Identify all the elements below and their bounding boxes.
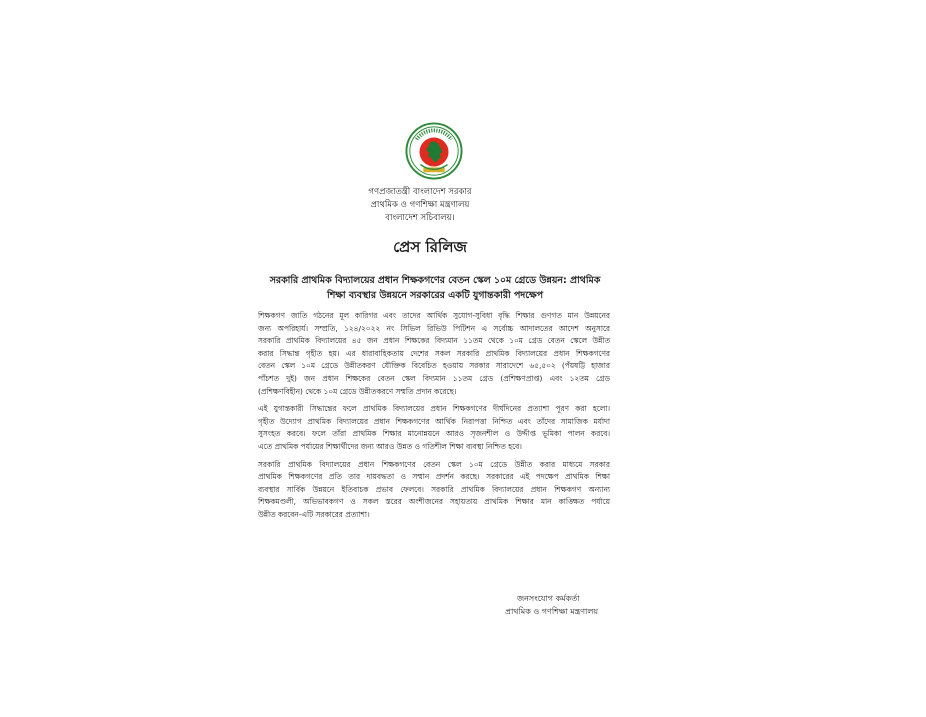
header-government: গণপ্রজাতন্ত্রী বাংলাদেশ সরকার — [368, 187, 472, 197]
signature-designation: জনসংযোগ কর্মকর্তা — [517, 594, 580, 603]
body-line: এই যুগান্তকারী সিদ্ধান্তের ফলে প্রাথমিক বিদ্যালয়ের প্রধান শিক্ষকগণের দীর্ঘদিনের প্রত্যাশা পূরণ করা হলো। — [258, 404, 610, 414]
subject-line: শিক্ষা ব্যবস্থার উন্নয়নে সরকারের একটি যুগান্তকারী পদক্ষেপ — [327, 290, 543, 301]
header-ministry: প্রাথমিক ও গণশিক্ষা মন্ত্রণালয় — [370, 200, 470, 210]
body-line: করার সিদ্ধান্ত গৃহীত হয়। এর ধারাবাহিকতায় দেশের সকল সরকারি প্রাথমিক বিদ্যালয়ের প্রধান শিক্ষকগণের — [258, 348, 610, 358]
body-line: সুসংহত করবে। ফলে তাঁরা প্রাথমিক শিক্ষার মানোন্নয়নে আরও সৃজনশীল ও উদ্দীপ্ত ভূমিকা পালন করবে। — [258, 429, 610, 439]
body-line: ব্যবস্থার সার্বিক উন্নয়নে ইতিবাচক প্রভাব ফেলবে। সরকারি প্রাথমিক বিদ্যালয়ের প্রধান শিক্ষকগণ অন্যান্য — [258, 484, 610, 494]
body-line: উন্নীত করবেন-এটি সরকারের প্রত্যাশা। — [258, 509, 370, 519]
signature-block — [505, 592, 645, 618]
signature-ministry: প্রাথমিক ও গণশিক্ষা মন্ত্রণালয় — [505, 607, 599, 616]
subject-line: সরকারি প্রাথমিক বিদ্যালয়ের প্রধান শিক্ষকগণের বেতন স্কেল ১০ম গ্রেডে উন্নয়ন: প্রাথমিক — [269, 275, 601, 286]
paragraph-1 — [258, 310, 610, 398]
paragraph-3 — [258, 459, 610, 522]
subject-heading — [255, 273, 615, 303]
body-line: প্রাথমিক শিক্ষকগণের প্রতি তার দায়বদ্ধতা ও সম্মান প্রদর্শন করছে। সরকারের এই পদক্ষেপ প্রাথমিক শিক্ষা — [258, 472, 610, 482]
paragraph-2 — [258, 403, 610, 453]
body-line: শিক্ষকগণ জাতি গঠনের মূল কারিগর এবং তাদের আর্থিক সুযোগ-সুবিধা বৃদ্ধি শিক্ষার গুণগত মান উন্নয়নের — [258, 311, 610, 320]
body-line: গৃহীত উদ্যোগ প্রাথমিক বিদ্যালয়ের প্রধান শিক্ষকগণের আর্থিক নিরাপত্তা নিশ্চিত এবং তাঁদের সামাজিক মর্যাদা — [258, 416, 610, 426]
body-line: এতে প্রাথমিক পর্যায়ের শিক্ষার্থীদের জন্য আরও উন্নত ও গতিশীল শিক্ষা ব্যবস্থা নিশ্চিত হবে। — [258, 441, 522, 451]
body-line: শিক্ষকমণ্ডলী, অভিভাবকগণ ও সকল স্তরের অংশীজনের সহায়তায় প্রাথমিক শিক্ষার মান কাঙ্ক্ষিত পর্যায়ে — [258, 497, 610, 507]
release-body — [258, 310, 610, 527]
body-line: সরকারি প্রাথমিক বিদ্যালয়ের প্রধান শিক্ষকগণের বেতন স্কেল ১০ম গ্রেডে উন্নীত করার মাধ্যমে সরকার — [258, 459, 610, 469]
body-line: বেতন স্কেল ১০ম গ্রেডে উন্নীতকরণ যৌক্তিক বিবেচিত হওয়ায় সরকার সারাদেশে ৬৫,৫০২ (পঁয়ষট্টি হাজার — [258, 361, 610, 371]
body-line: পাঁচশত দুই) জন প্রধান শিক্ষকের বেতন স্কেল বিদ্যমান ১১তম গ্রেড (প্রশিক্ষণপ্রাপ্ত) এবং ১২তম গ্রেড — [258, 373, 610, 383]
body-line: জন্য অপরিহার্য। সম্প্রতি, ১২৪/২০২২ নং সিভিল রিভিউ পিটিশন এ সর্বোচ্চ আদালতের আদেশ অনুসারে — [258, 323, 610, 333]
body-line: (প্রশিক্ষণবিহীন) থেকে ১০ম গ্রেডে উন্নীতকরণে সম্মতি প্রদান করেছে। — [258, 386, 457, 396]
body-line: সরকারি প্রাথমিক বিদ্যালয়ের ৪৫ জন প্রধান শিক্ষকের বিদ্যমান ১১তম থেকে ১০ম গ্রেড বেতন স্কেলে উন্নীত — [258, 336, 610, 346]
ministry-header — [330, 186, 510, 225]
header-secretariat: বাংলাদেশ সচিবালয়। — [385, 213, 455, 223]
government-emblem-icon — [405, 122, 463, 180]
page-title: প্রেস রিলিজ — [393, 238, 467, 256]
